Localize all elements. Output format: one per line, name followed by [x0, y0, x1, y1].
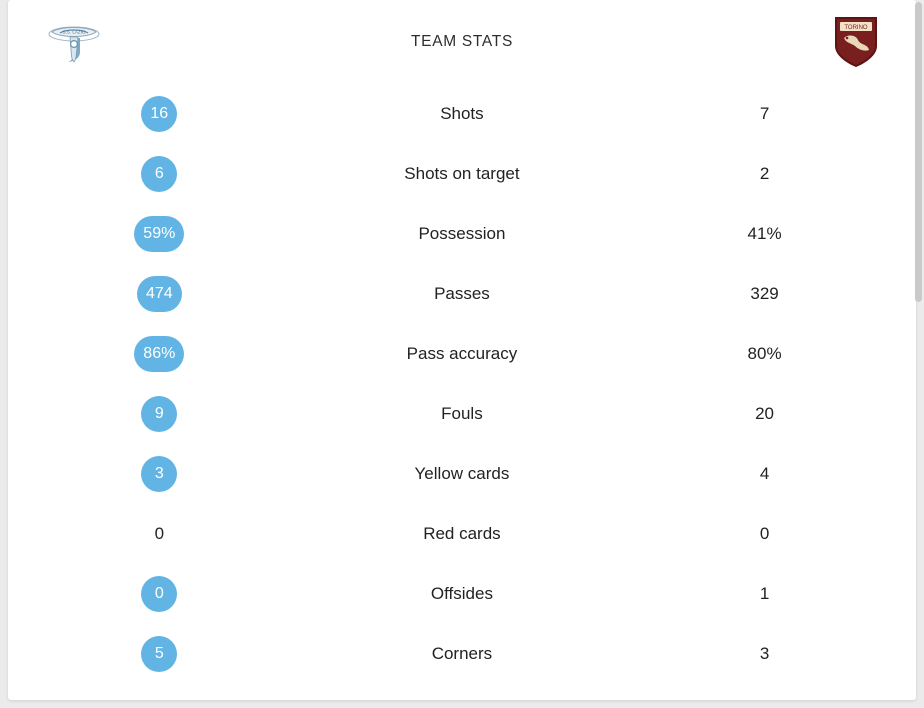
stat-label: Yellow cards	[414, 464, 510, 483]
torino-crest-icon	[834, 16, 878, 68]
stat-label: Possession	[418, 224, 506, 243]
table-row	[8, 564, 916, 624]
away-value: 20	[755, 404, 775, 423]
stat-label: Offsides	[430, 584, 493, 603]
table-row	[8, 264, 916, 324]
torino-crest-label: TORINO	[844, 25, 868, 31]
away-value: 1	[759, 584, 770, 603]
home-value: 474	[137, 276, 182, 312]
home-value: 86%	[134, 336, 184, 372]
home-value: 6	[141, 156, 177, 192]
table-row	[8, 144, 916, 204]
stat-label: Shots on target	[404, 164, 520, 183]
stats-header	[8, 0, 916, 84]
home-value: 16	[141, 96, 177, 132]
table-row	[8, 384, 916, 444]
away-value: 329	[750, 284, 779, 303]
table-row	[8, 624, 916, 684]
lazio-crest-label: S.S. LAZIO	[62, 29, 86, 35]
home-value-cell	[8, 96, 311, 132]
team-stats-card	[8, 0, 916, 700]
home-value-cell	[8, 396, 311, 432]
home-value-cell	[8, 216, 311, 252]
stat-label: Shots	[440, 104, 484, 123]
scrollbar-thumb[interactable]	[915, 2, 922, 302]
home-value: 59%	[134, 216, 184, 252]
stat-label: Fouls	[441, 404, 483, 423]
stat-label: Pass accuracy	[406, 344, 518, 363]
lazio-crest-icon	[46, 20, 102, 66]
away-value: 0	[759, 524, 770, 543]
home-value: 5	[141, 636, 177, 672]
away-value: 80%	[747, 344, 782, 363]
home-value-cell	[8, 276, 311, 312]
home-value: 0	[154, 524, 165, 543]
home-value: 0	[141, 576, 177, 612]
stats-rows	[8, 84, 916, 684]
home-value: 9	[141, 396, 177, 432]
table-row	[8, 84, 916, 144]
stat-label: Corners	[431, 644, 493, 663]
home-value-cell	[8, 456, 311, 492]
stat-label: Passes	[434, 284, 490, 303]
stat-label: Red cards	[423, 524, 501, 543]
away-value: 41%	[747, 224, 782, 243]
away-value: 3	[759, 644, 770, 663]
away-value: 2	[759, 164, 770, 183]
home-value: 3	[141, 456, 177, 492]
table-row	[8, 504, 916, 564]
away-value: 4	[759, 464, 770, 483]
home-value-cell	[8, 516, 311, 552]
table-row	[8, 444, 916, 504]
scrollbar-track[interactable]	[916, 0, 923, 708]
table-row	[8, 324, 916, 384]
page-title: TEAM STATS	[410, 33, 513, 50]
table-row	[8, 204, 916, 264]
home-value-cell	[8, 636, 311, 672]
home-value-cell	[8, 576, 311, 612]
away-value: 7	[759, 104, 770, 123]
home-value-cell	[8, 336, 311, 372]
home-value-cell	[8, 156, 311, 192]
